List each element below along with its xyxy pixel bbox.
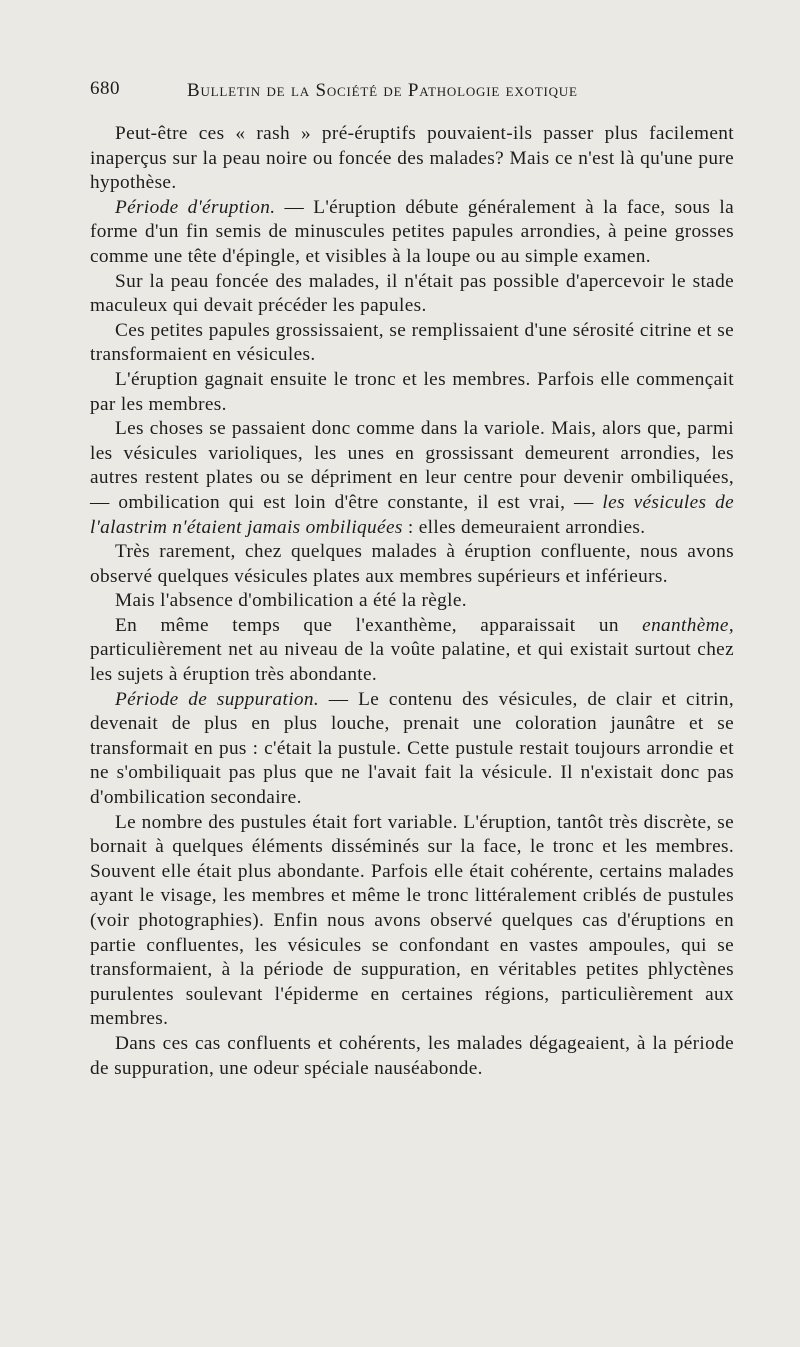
paragraph bbox=[90, 589, 734, 614]
text-segment: Très rarement, chez quelques malades à éruption confluente, nous avons observé quelques vésicules plates aux membres supérieurs et inférieurs. bbox=[90, 541, 734, 587]
paragraph bbox=[90, 1032, 734, 1081]
text-segment: Ces petites papules grossissaient, se remplissaient d'une sérosité citrine et se transformaient en vésicules. bbox=[90, 319, 734, 366]
text-segment: Dans ces cas confluents et cohérents, les malades dégageaient, à la période de suppuration, une odeur spéciale nauséabonde. bbox=[90, 1032, 734, 1079]
text-segment: : elles demeuraient arrondies. bbox=[402, 516, 646, 538]
text-segment: Les choses se passaient donc comme dans la variole. Mais, alors que, parmi les vésicules varioliques, les unes en grossissant demeurent arrondies, les autres restent plates ou se dépriment en leur centre pour devenir ombiliquées, — ombilication qui est loin d'être constante, il est vrai, — bbox=[90, 418, 734, 513]
section-heading-italic: Période d'éruption. bbox=[115, 196, 276, 218]
emphasis-italic: enanthème bbox=[642, 614, 729, 636]
paragraph bbox=[90, 417, 734, 540]
paragraph bbox=[90, 319, 734, 368]
text-segment: — Le contenu des vésicules, de clair et citrin, devenait de plus en plus louche, prenait une coloration jaunâtre et se transformait en pus : c'était la pustule. Cette pustule restait toujours arrondie et ne s'ombiliquait pas plus que ne l'avait fait la vésicule. Il n'existait donc pas d'ombilication secondaire. bbox=[90, 688, 734, 809]
section-heading-italic: Période de suppuration. bbox=[115, 688, 320, 710]
text-segment: , particulièrement net au niveau de la voûte palatine, et qui existait surtout chez les sujets à éruption très abondante. bbox=[90, 614, 734, 686]
book-page bbox=[90, 72, 734, 1081]
text-segment: Sur la peau foncée des malades, il n'était pas possible d'apercevoir le stade maculeux qui devait précéder les papules. bbox=[90, 270, 734, 317]
paragraph bbox=[90, 270, 734, 319]
paragraph bbox=[90, 540, 734, 589]
emphasis-italic: les vésicules de l'alastrim n'étaient jamais ombiliquées bbox=[90, 491, 734, 538]
paragraph bbox=[90, 368, 734, 417]
page-number: 680 bbox=[90, 78, 120, 99]
text-segment: Peut-être ces « rash » pré-éruptifs pouvaient-ils passer plus facilement inaperçus sur la peau noire ou foncée des malades? Mais ce n'est là qu'une pure hypothèse. bbox=[90, 123, 734, 194]
paragraph bbox=[90, 122, 734, 196]
text-segment: L'éruption gagnait ensuite le tronc et les membres. Parfois elle commençait par les membres. bbox=[90, 368, 734, 415]
paragraph bbox=[90, 196, 734, 270]
body-text bbox=[90, 122, 734, 1081]
text-segment: Le nombre des pustules était fort variable. L'éruption, tantôt très discrète, se bornait à quelques éléments disséminés sur la face, le tronc et les membres. Souvent elle était plus abondante. Parfois elle était cohérente, certains malades ayant le visage, les membres et même le tronc littéralement criblés de pustules (voir photographies). Enfin nous avons observé quelques cas d'éruptions en partie confluentes, les vésicules se confondant en vastes ampoules, qui se transformaient, à la période de suppuration, en véritables petites phlyctènes purulentes soulevant l'épiderme en certaines régions, particulièrement aux membres. bbox=[90, 811, 734, 1030]
text-segment: — L'éruption débute généralement à la face, sous la forme d'un fin semis de minuscules petites papules arrondies, à peine grosses comme une tête d'épingle, et visibles à la loupe ou au simple examen. bbox=[90, 196, 734, 267]
paragraph bbox=[90, 614, 734, 688]
paragraph bbox=[90, 811, 734, 1032]
page-header bbox=[90, 72, 734, 106]
paragraph bbox=[90, 688, 734, 811]
text-segment: En même temps que l'exanthème, apparaissait un bbox=[115, 614, 643, 636]
running-title: Bulletin de la Société de Pathologie exotique bbox=[187, 80, 578, 101]
text-segment: Mais l'absence d'ombilication a été la règle. bbox=[115, 590, 467, 612]
